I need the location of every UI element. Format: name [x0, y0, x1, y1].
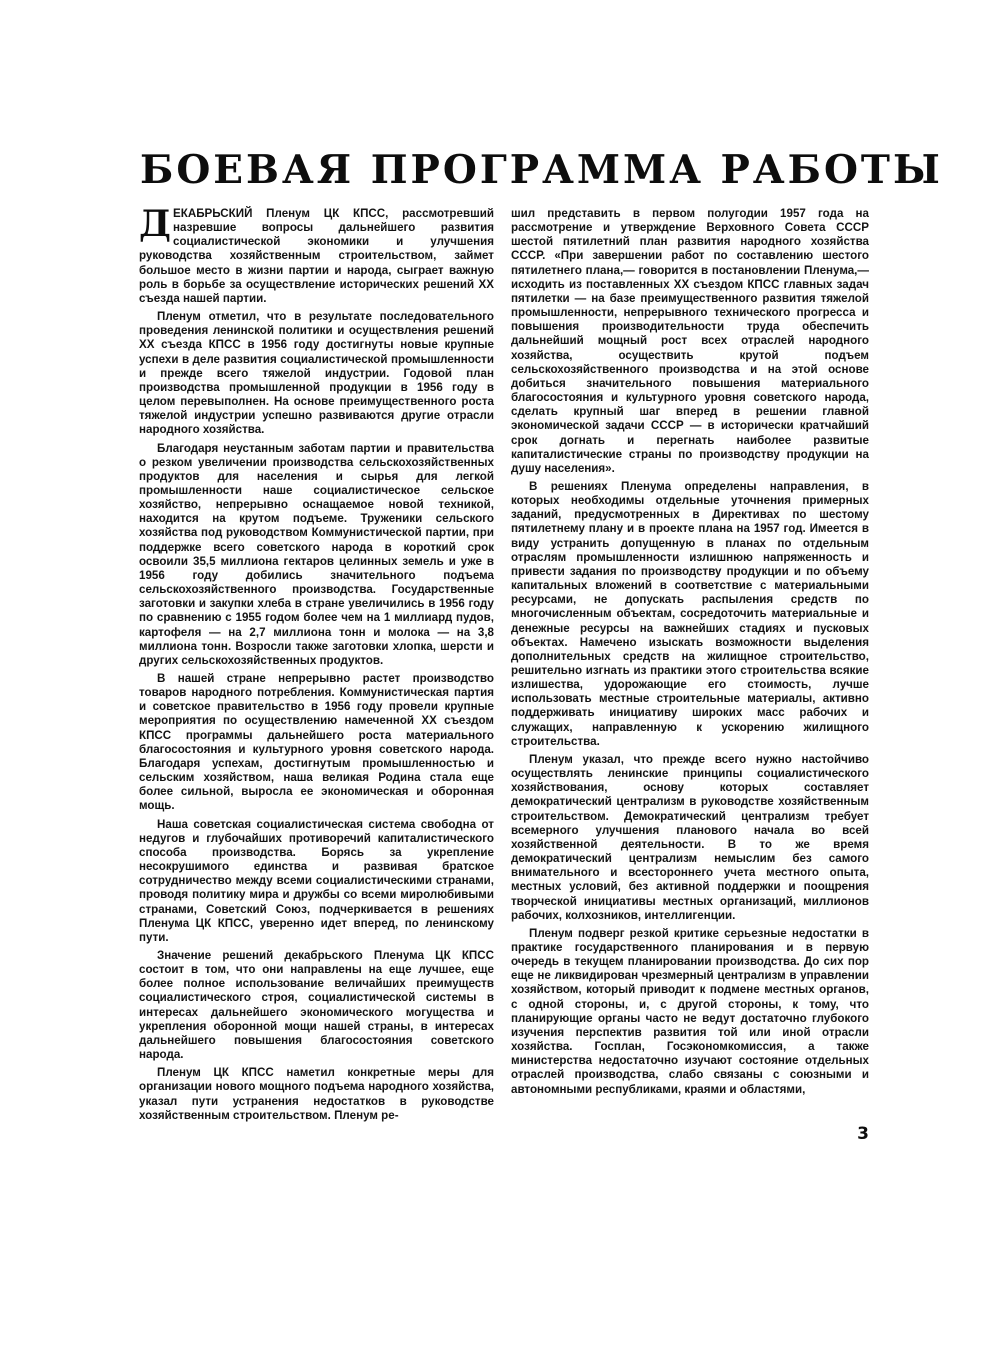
article-paragraph: Наша советская социалистическая система свободна от недугов и глубочайших противоречий капиталистического способа производства. Борясь за укрепление несокрушимого единства и развивая братское сотрудничество между всеми социалистическими странами, проводя политику мира и дружбы со всеми миролюбивыми странами, Советский Союз, подчеркивается в решениях Пленума ЦК КПСС, уверенно идет вперед, по ленинскому пути.: [139, 817, 494, 944]
article-column-right: [511, 207, 869, 1101]
drop-cap: Д: [139, 203, 172, 245]
article-paragraph: Благодаря неустанным заботам партии и правительства о резком увеличении производства сельскохозяйственных продуктов для населения и сырья для легкой промышленности наше социалистическое сельское хозяйство, непрерывно оснащаемое новой техникой, находится на крутом подъеме. Труженики сельского хозяйства под руководством Коммунистической партии, при поддержке всего советского народа в короткий срок освоили 35,5 миллиона гектаров целинных земель и уже в 1956 году добились значительного подъема сельскохозяйственного производства. Государственные заготовки и закупки хлеба в стране увеличились в 1956 году по сравнению с 1955 годом более чем на 1 миллиард пудов, картофеля — на 2,7 миллиона тонн и молока — на 3,8 миллиона тонн. Возросли также заготовки хлопка, шерсти и других сельскохозяйственных продуктов.: [139, 441, 494, 667]
article-paragraph: Пленум ЦК КПСС наметил конкретные меры для организации нового мощного подъема народного хозяйства, указал пути устранения недостатков в руководстве хозяйственным строительством. Пленум ре-: [139, 1066, 494, 1122]
article-paragraph: шил представить в первом полугодии 1957 года на рассмотрение и утверждение Верховного Совета СССР шестой пятилетний план развития народного хозяйства СССР. «При завершении работ по составлению шестого пятилетнего плана,— говорится в постановлении Пленума,— исходить из поставленных XX съездом КПСС главных задач пятилетки — на базе преимущественного развития тяжелой промышленности, непрерывного технического прогресса и повышения производительности труда обеспечить дальнейший мощный рост всех отраслей народного хозяйства, осуществить крутой подъем сельскохозяйственного производства и на этой основе добиться значительного повышения материального благосостояния и культурного уровня советского народа, сделать крупный шаг вперед в решении главной экономической задачи СССР — в исторически кратчайший срок догнать и перегнать наиболее развитые капиталистические страны по производству продукции на душу населения».: [511, 207, 869, 475]
article-paragraph: [139, 203, 494, 306]
article-title: БОЕВАЯ ПРОГРАММА РАБОТЫ: [140, 147, 943, 193]
article-paragraph: Пленум отметил, что в результате последовательного проведения ленинской политики и осуществления решений XX съезда КПСС в 1956 году достигнуты новые крупные успехи в деле развития социалистической промышленности и прежде всего тяжелой индустрии. Годовой план производства промышленной продукции в 1956 году в целом перевыполнен. На основе преимущественного роста тяжелой индустрии успешно развиваются другие отрасли народного хозяйства.: [139, 310, 494, 437]
article-column-left: [139, 203, 494, 1127]
article-paragraph: В нашей стране непрерывно растет производство товаров народного потребления. Коммунистическая партия и советское правительство в 1956 году провели крупные мероприятия по осуществлению намеченной XX съездом КПСС программы дальнейшего роста материального благосостояния и культурного уровня советского народа. Благодаря успехам, достигнутым промышленностью и сельским хозяйством, наша великая Родина стала еще более сильной, выросла ее экономическая и оборонная мощь.: [139, 672, 494, 813]
article-paragraph: В решениях Пленума определены направления, в которых необходимы отдельные уточнения примерных заданий, предусмотренных в Директивах по шестому пятилетнему плану и в проекте плана на 1957 год. Имеется в виду устранить допущенную в планах по отдельным отраслям промышленности излишнюю напряженность и привести задания по производству продукции и по объему капитальных вложений в соответствие с материальными ресурсами, не допускать распыления средств по многочисленным объектам, сосредоточить материальные и денежные ресурсы на важнейших стадиях и пусковых объектах. Намечено изыскать возможности выделения дополнительных средств на жилищное строительство, решительно изгнать из практики этого строительства всякие излишества, удорожающие его стоимость, лучше использовать местные строительные материалы, активно поддерживать инициативу широких масс рабочих и служащих, направленную к ускорению жилищного строительства.: [511, 479, 869, 748]
article-paragraph: Пленум указал, что прежде всего нужно настойчиво осуществлять ленинские принципы социалистического хозяйствования, основу которых составляет демократический централизм в руководстве хозяйственным строительством. Демократический централизм требует всемерного улучшения планового начала во всей хозяйственной деятельности. В то же время демократический централизм немыслим без самого внимательного и всестороннего учета местного опыта, местных условий, без активной поддержки и поощрения творческой инициативы местных организаций, миллионов рабочих, колхозников, интеллигенции.: [511, 752, 869, 922]
article-paragraph: Пленум подверг резкой критике серьезные недостатки в практике государственного планирования и в первую очередь в текущем планировании производства. До сих пор еще не ликвидирован чрезмерный централизм в управлении хозяйством, который приводит к подмене местных органов, с одной стороны, и, с другой стороны, к тому, что планирующие органы часто не ведут достаточно глубокого изучения перспектив развития той или иной отрасли хозяйства. Госплан, Госэкономкомиссия, а также министерства недостаточно изучают состояние отдельных отраслей производства, слабо связаны с союзными и автономными республиками, краями и областями,: [511, 926, 869, 1096]
article-paragraph: Значение решений декабрьского Пленума ЦК КПСС состоит в том, что они направлены на еще лучшее, еще более полное использование величайших преимуществ социалистического строя, социалистической системы в интересах дальнейшего экономического могущества и укрепления оборонной мощи нашей страны, в интересах дальнейшего повышения благосостояния советского народа.: [139, 948, 494, 1062]
paragraph-text: ЕКАБРЬСКИЙ Пленум ЦК КПСС, рассмотревший назревшие вопросы дальнейшего развития социалистической экономики и улучшения руководства хозяйственным строительством, займет большое место в жизни партии и народа, сыграет важную роль в борьбе за осуществление исторических решений XX съезда нашей партии.: [139, 207, 494, 305]
page-number: 3: [857, 1124, 869, 1144]
